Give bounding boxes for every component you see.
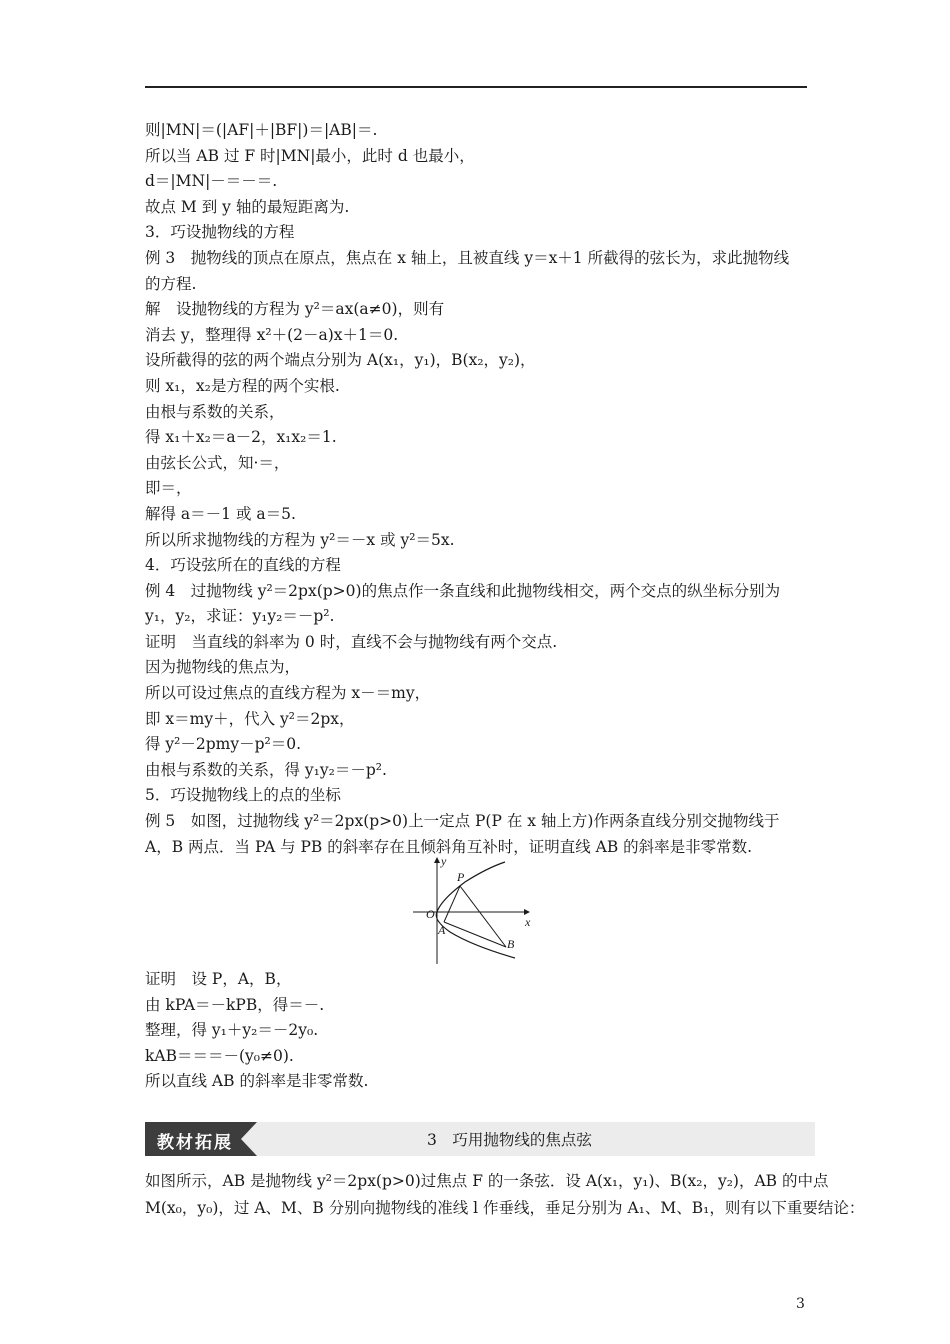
label-o: O <box>426 907 435 921</box>
banner-tag <box>145 1122 273 1156</box>
text-line: 例 5 如图，过抛物线 y²＝2px(p>0)上一定点 P(P 在 x 轴上方)作两条直线分别交抛物线于 <box>145 812 780 831</box>
text-line: kAB＝＝＝－(y₀≠0). <box>145 1046 294 1065</box>
body-text-top <box>145 118 825 860</box>
section-heading: 5．巧设抛物线上的点的坐标 <box>145 786 341 805</box>
text-line: 所以所求抛物线的方程为 y²＝－x 或 y²＝5x. <box>145 530 455 549</box>
text-line: 故点 M 到 y 轴的最短距离为. <box>145 197 350 216</box>
text-line: M(x₀，y₀)，过 A、M、B 分别向抛物线的准线 l 作垂线，垂足分别为 A₁、M、B₁，则有以下重要结论： <box>145 1199 865 1217</box>
text-line: 的方程. <box>145 274 197 293</box>
text-line: 由弦长公式，知·＝， <box>145 453 290 472</box>
label-b: B <box>507 937 515 951</box>
label-y: y <box>441 854 447 868</box>
label-p: P <box>457 870 465 884</box>
text-line: 由 kPA＝－kPB，得＝－. <box>145 995 325 1014</box>
text-line: 即 x＝my＋，代入 y²＝2px， <box>145 709 355 728</box>
body-text-mid <box>145 967 825 1095</box>
text-line: 由根与系数的关系，得 y₁y₂＝－p². <box>145 760 387 779</box>
text-line: 证明 当直线的斜率为 0 时，直线不会与抛物线有两个交点. <box>145 632 558 651</box>
text-line: 即＝， <box>145 479 192 498</box>
section-heading: 3．巧设抛物线的方程 <box>145 223 295 242</box>
text-line: 所以可设过焦点的直线方程为 x－＝my， <box>145 684 431 703</box>
text-line: 解 设抛物线的方程为 y²＝ax(a≠0)，则有 <box>145 300 445 319</box>
text-line: y₁，y₂，求证：y₁y₂＝－p². <box>145 607 335 626</box>
section-heading: 4．巧设弦所在的直线的方程 <box>145 556 341 575</box>
segment-pa <box>444 886 460 922</box>
header-rule <box>145 86 807 88</box>
banner-title: 3 巧用抛物线的焦点弦 <box>427 1131 592 1149</box>
text-line: 消去 y，整理得 x²＋(2－a)x＋1＝0. <box>145 325 399 344</box>
text-line: 由根与系数的关系， <box>145 402 285 421</box>
section-banner <box>145 1122 815 1156</box>
text-line: 得 x₁＋x₂＝a－2，x₁x₂＝1. <box>145 428 337 447</box>
text-line: 例 3 抛物线的顶点在原点，焦点在 x 轴上，且被直线 y＝x＋1 所截得的弦长为，求此抛物线 <box>145 248 790 267</box>
text-line: 证明 设 P，A，B， <box>145 970 292 988</box>
text-line: 整理，得 y₁＋y₂＝－2y₀. <box>145 1021 319 1040</box>
text-line: 所以直线 AB 的斜率是非零常数. <box>145 1072 369 1091</box>
text-line: 例 4 过抛物线 y²＝2px(p>0)的焦点作一条直线和此抛物线相交，两个交点的纵坐标分别为 <box>145 581 781 600</box>
text-line: 解得 a＝－1 或 a＝5. <box>145 504 296 523</box>
banner-tag-label: 教材拓展 <box>157 1133 233 1153</box>
text-line: 得 y²－2pmy－p²＝0. <box>145 735 302 754</box>
text-line: 因为抛物线的焦点为， <box>145 658 301 677</box>
text-line: 所以当 AB 过 F 时|MN|最小，此时 d 也最小， <box>145 146 475 165</box>
text-line: 设所截得的弦的两个端点分别为 A(x₁，y₁)，B(x₂，y₂)， <box>145 351 536 370</box>
page-number: 3 <box>796 1296 805 1312</box>
text-line: 如图所示，AB 是抛物线 y²＝2px(p>0)过焦点 F 的一条弦．设 A(x₁，y₁)、B(x₂，y₂)，AB 的中点 <box>145 1172 829 1190</box>
text-line: d＝|MN|－＝－＝. <box>145 172 278 191</box>
text-line: A，B 两点．当 PA 与 PB 的斜率存在且倾斜角互补时，证明直线 AB 的斜率是非零常数. <box>145 837 753 856</box>
text-line: 则|MN|＝(|AF|＋|BF|)＝|AB|＝. <box>145 121 378 139</box>
label-x: x <box>525 915 531 929</box>
body-text-bottom <box>145 1168 865 1222</box>
parabola-figure <box>405 854 545 966</box>
text-line: 则 x₁，x₂是方程的两个实根. <box>145 376 340 395</box>
label-a: A <box>438 923 446 937</box>
